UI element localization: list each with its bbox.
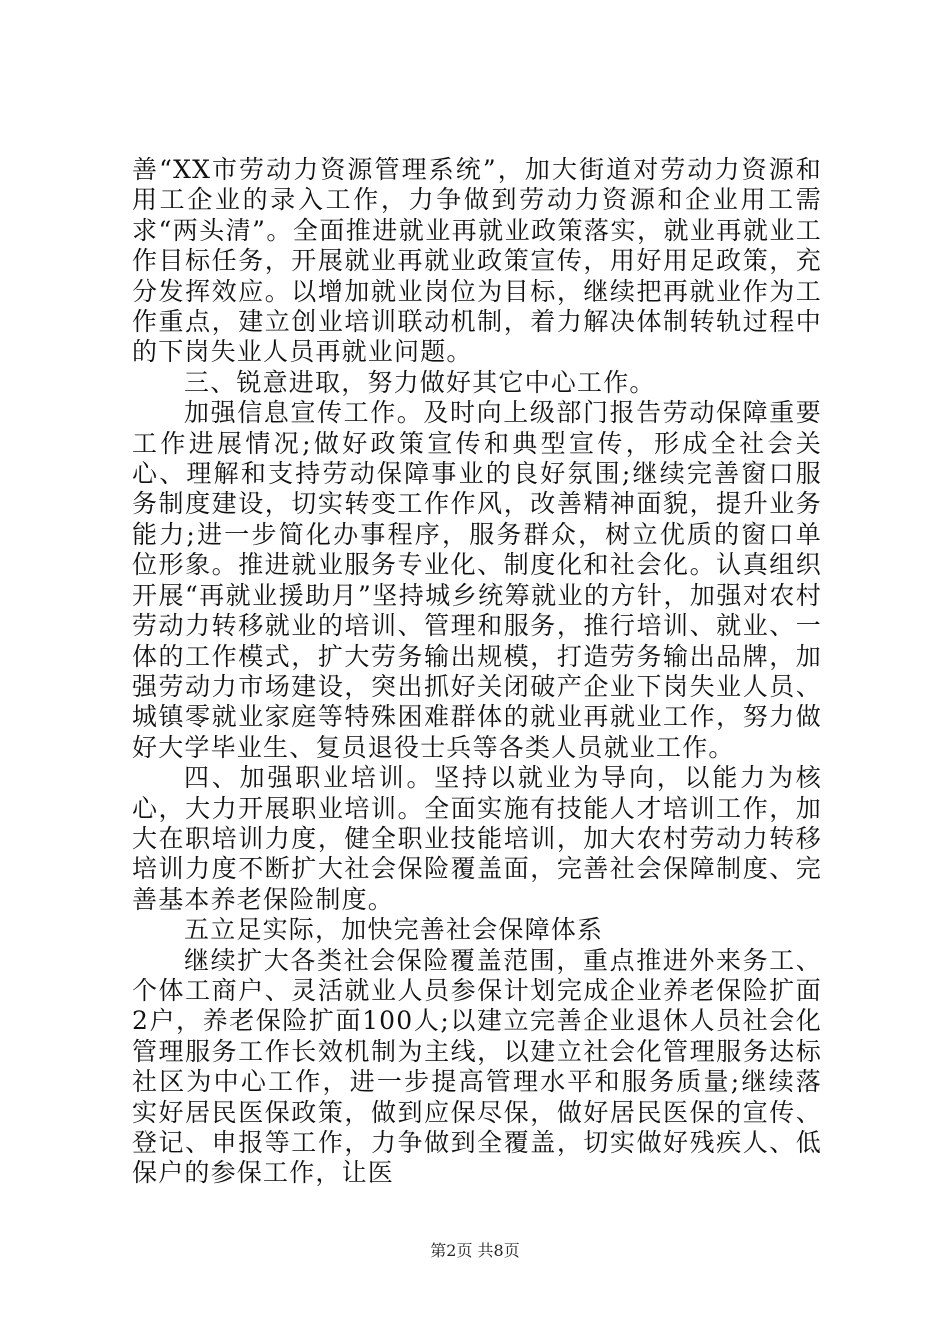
section-heading-three: 三、锐意进取，努力做好其它中心工作。 — [184, 367, 656, 397]
paragraph-continued: 善“XX市劳动力资源管理系统”，加大街道对劳动力资源和用工企业的录入工作，力争做到劳动力资源和企业用工需求“两头清”。全面推进就业再就业政策落实，就业再就业工作目标任务，开展就业再就业政策宣传，用好用足政策，充分发挥效应。以增加就业岗位为目标，继续把再就业作为工作重点，建立创业培训联动机制，着力解决体制转轨过程中的下岗失业人员再就业问题。 — [132, 155, 822, 367]
section-heading-five: 五立足实际，加快完善社会保障体系 — [184, 915, 604, 945]
paragraph-publicity: 加强信息宣传工作。及时向上级部门报告劳动保障重要工作进展情况;做好政策宣传和典型宣传，形成全社会关心、理解和支持劳动保障事业的良好氛围;继续完善窗口服务制度建设，切实转变工作作风，改善精神面貌，提升业务能力;进一步简化办事程序，服务群众，树立优质的窗口单位形象。推进就业服务专业化、制度化和社会化。认真组织开展“再就业援助月”坚持城乡统筹就业的方针，加强对农村劳动力转移就业的培训、管理和服务，推行培训、就业、一体的工作模式，扩大劳务输出规模，打造劳务输出品牌，加强劳动力市场建设，突出抓好关闭破产企业下岗失业人员、城镇零就业家庭等特殊困难群体的就业再就业工作，努力做好大学毕业生、复员退役士兵等各类人员就业工作。 — [132, 398, 822, 762]
page-number-footer: 第2页 共8页 — [430, 1241, 520, 1260]
paragraph-social-insurance: 继续扩大各类社会保险覆盖范围，重点推进外来务工、个体工商户、灵活就业人员参保计划完成企业养老保险扩面2户，养老保险扩面100人;以建立完善企业退休人员社会化管理服务工作长效机制为主线，以建立社会化管理服务达标社区为中心工作，进一步提高管理水平和服务质量;继续落实好居民医保政策，做到应保尽保，做好居民医保的宣传、登记、申报等工作，力争做到全覆盖，切实做好残疾人、低保户的参保工作，让医 — [132, 945, 822, 1188]
document-body — [132, 155, 822, 1189]
section-heading-four: 四、加强职业培训。坚持以就业为导向，以能力为核心，大力开展职业培训。全面实施有技能人才培训工作，加大在职培训力度，健全职业技能培训，加大农村劳动力转移培训力度不断扩大社会保险覆盖面，完善社会保障制度、完善基本养老保险制度。 — [132, 763, 822, 914]
